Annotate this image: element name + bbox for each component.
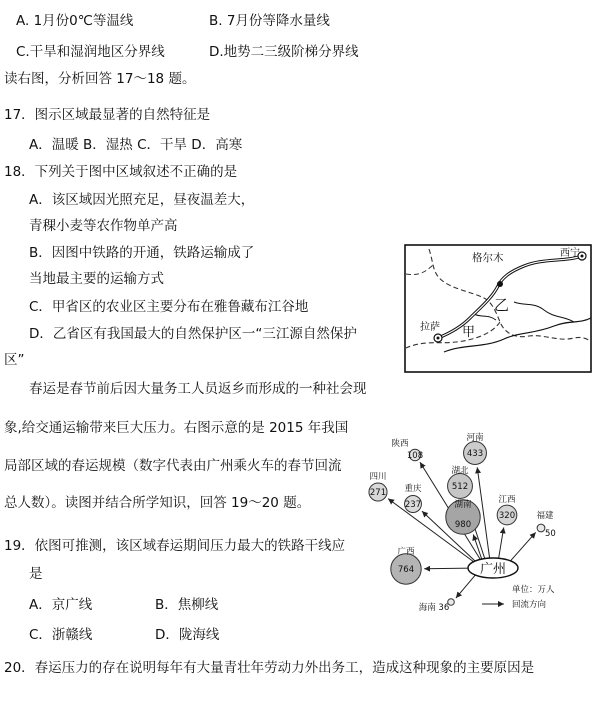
province-value: 108 xyxy=(406,451,424,461)
spring-festival-flow-map xyxy=(362,430,594,620)
q18-option-d-line2: 区” xyxy=(4,352,25,368)
label-yi: 乙 xyxy=(494,296,510,314)
q18-option-d-line1: D．乙省区有我国最大的自然保护区一“三江源自然保护 xyxy=(29,326,357,342)
province-name: 广西 xyxy=(397,547,415,557)
q18-option-b-line2: 当地最主要的运输方式 xyxy=(29,271,164,287)
passage-line2: 象,给交通运输带来巨大压力。右图示意的是 2015 年我国 xyxy=(4,420,349,436)
province-value: 237 xyxy=(404,500,422,510)
q19-stem-line2: 是 xyxy=(29,566,43,582)
province-name: 陕西 xyxy=(391,439,409,449)
q19-option-b: B．焦柳线 xyxy=(155,597,219,613)
prev-option-b: B. 7月份等降水量线 xyxy=(209,13,330,29)
prev-option-d: D.地势二三级阶梯分界线 xyxy=(209,44,359,60)
label-jia: 甲 xyxy=(462,325,476,340)
passage-line4: 总人数）。读图并结合所学知识，回答 19～20 题。 xyxy=(4,495,311,511)
flow-arrow xyxy=(499,527,504,558)
q18-option-a-line2: 青稞小麦等农作物单产高 xyxy=(29,218,178,234)
province-value: 271 xyxy=(369,488,387,498)
prev-option-a: A. 1月份0℃等温线 xyxy=(16,13,134,29)
q17-options: A．温暖 B．湿热 C．干旱 D．高寒 xyxy=(29,137,243,153)
province-value: 764 xyxy=(397,565,415,575)
flow-arrow xyxy=(424,568,471,569)
q18-stem: 18．下列关于图中区域叙述不正确的是 xyxy=(4,164,238,180)
intro-17-18: 读右图，分析回答 17～18 题。 xyxy=(4,71,196,87)
prev-option-c: C.干旱和湿润地区分界线 xyxy=(16,44,165,60)
province-node xyxy=(537,524,545,532)
legend-label: 回流方向 xyxy=(512,600,547,610)
q18-option-c: C．甲省区的农业区主要分布在雅鲁藏布江谷地 xyxy=(29,299,309,315)
province-name: 江西 xyxy=(498,495,516,505)
guangzhou-label: 广州 xyxy=(479,562,507,577)
flow-arrow xyxy=(510,532,536,561)
label-lhasa: 拉萨 xyxy=(420,322,440,333)
province-value: 980 xyxy=(454,520,472,530)
q19-option-c: C．浙赣线 xyxy=(29,627,93,643)
province-value: 433 xyxy=(466,449,484,459)
province-name: 河南 xyxy=(466,433,484,443)
label-golmud: 格尔木 xyxy=(472,252,504,264)
q19-stem-line1: 19．依图可推测，该区域春运期间压力最大的铁路干线应 xyxy=(4,538,346,554)
province-value: 512 xyxy=(451,482,469,492)
passage-line3: 局部区域的春运规模（数字代表由广州乘火车的春节回流 xyxy=(4,458,342,474)
province-value: 50 xyxy=(545,529,556,539)
q19-option-d: D．陇海线 xyxy=(155,627,220,643)
q18-option-a-line1: A．该区域因光照充足，昼夜温差大， xyxy=(29,192,255,208)
golmud-dot xyxy=(497,281,503,287)
passage-line1: 春运是春节前后因大量务工人员返乡而形成的一种社会现 xyxy=(29,381,367,397)
province-name: 湖南 xyxy=(454,500,472,510)
q20-stem: 20．春运压力的存在说明每年有大量青壮年劳动力外出务工，造成这种现象的主要原因是 xyxy=(4,660,535,676)
province-name: 湖北 xyxy=(451,466,469,476)
unit-label: 单位：万人 xyxy=(512,585,555,595)
province-name: 重庆 xyxy=(404,484,422,494)
q18-option-b-line1: B．因图中铁路的开通，铁路运输成了 xyxy=(29,245,255,261)
q17-stem: 17．图示区域最显著的自然特征是 xyxy=(4,107,211,123)
flow-arrow xyxy=(456,574,476,598)
qinghai-tibet-map xyxy=(404,244,592,373)
q19-option-a: A．京广线 xyxy=(29,597,93,613)
province-value: 320 xyxy=(498,511,516,521)
province-name: 福建 xyxy=(536,511,554,521)
province-name: 四川 xyxy=(369,472,387,482)
province-name: 海南 36 xyxy=(418,603,450,613)
label-xining: 西宁 xyxy=(560,248,580,259)
